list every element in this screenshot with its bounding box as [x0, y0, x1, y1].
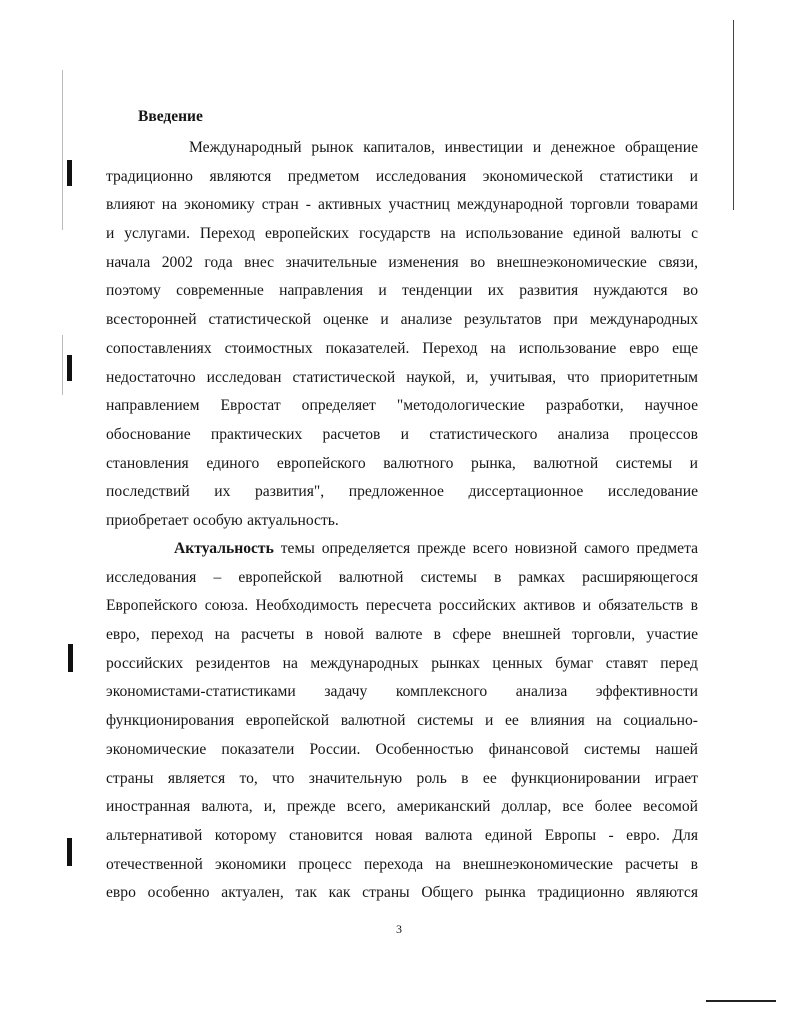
paragraph-line: традиционно являются предметом исследования экономической статистики и — [106, 167, 698, 185]
punch-hole-mark — [68, 644, 73, 672]
paragraph-line: приобретает особую актуальность. — [106, 511, 339, 529]
paragraph-line: Международный рынок капиталов, инвестиции и денежное обращение — [189, 139, 698, 156]
paragraph-line: всесторонней статистической оценке и анализе результатов при международных — [106, 311, 698, 329]
paragraph-line: направлением Евростат определяет "методологические разработки, научное — [106, 397, 698, 415]
paragraph-line: влияют на экономику стран - активных участниц международной торговли товарами — [106, 196, 698, 214]
paragraph-line — [106, 535, 698, 564]
relevance-lead-word: Актуальность — [174, 540, 274, 557]
scan-edge-line — [62, 335, 63, 395]
paragraph-line: российских резидентов на международных рынках ценных бумаг ставят перед — [106, 654, 698, 672]
paragraph-line: и услугами. Переход европейских государств на использование единой валюты с — [106, 225, 698, 243]
scan-edge-line — [733, 20, 734, 210]
paragraph-line: евро особенно актуален, так как страны Общего рынка традиционно являются — [106, 884, 698, 902]
paragraph-relevance — [106, 535, 698, 908]
paragraph-line: евро, переход на расчеты в новой валюте в сфере внешней торговли, участие — [106, 626, 698, 644]
scan-edge-line — [62, 70, 63, 230]
section-heading: Введение — [138, 108, 203, 125]
paragraph-line: сопоставлениях стоимостных показателей. Переход на использование евро еще — [106, 339, 698, 357]
paragraph-line: функционирования европейской валютной системы и ее влияния на социально- — [106, 712, 698, 730]
paragraph-line: становления единого европейского валютного рынка, валютной системы и — [106, 454, 698, 472]
punch-hole-mark — [67, 355, 72, 381]
paragraph-line: последствий их развития", предложенное диссертационное исследование — [106, 483, 698, 501]
paragraph-line: недостаточно исследован статистической наукой, и, учитывая, что приоритетным — [106, 368, 698, 386]
paragraph-line: исследования – европейской валютной системы в рамках расширяющегося — [106, 568, 698, 586]
punch-hole-mark — [67, 838, 72, 866]
paragraph-line: экономические показатели России. Особенностью финансовой системы нашей — [106, 740, 698, 758]
paragraph-line: начала 2002 года внес значительные изменения во внешнеэкономические связи, — [106, 253, 698, 271]
paragraph-line: страны является то, что значительную роль в ее функционировании играет — [106, 769, 698, 787]
paragraph-line: альтернативой которому становится новая валюта единой Европы - евро. Для — [106, 826, 698, 844]
page-number: 3 — [396, 922, 402, 936]
relevance-first-line-text: темы определяется прежде всего новизной самого предмета — [273, 540, 698, 557]
paragraph-line: обоснование практических расчетов и статистического анализа процессов — [106, 425, 698, 443]
paragraph-line: экономистами-статистиками задачу комплексного анализа эффективности — [106, 683, 698, 701]
paragraph-introduction — [106, 134, 698, 536]
scan-corner-mark — [706, 1000, 776, 1002]
punch-hole-mark — [67, 160, 72, 186]
paragraph-line: отечественной экономики процесс перехода на внешнеэкономические расчеты в — [106, 855, 698, 873]
paragraph-line: иностранная валюта, и, прежде всего, американский доллар, все более весомой — [106, 798, 698, 816]
paragraph-line: поэтому современные направления и тенденции их развития нуждаются во — [106, 282, 698, 300]
paragraph-line: Европейского союза. Необходимость пересчета российских активов и обязательств в — [106, 597, 698, 615]
